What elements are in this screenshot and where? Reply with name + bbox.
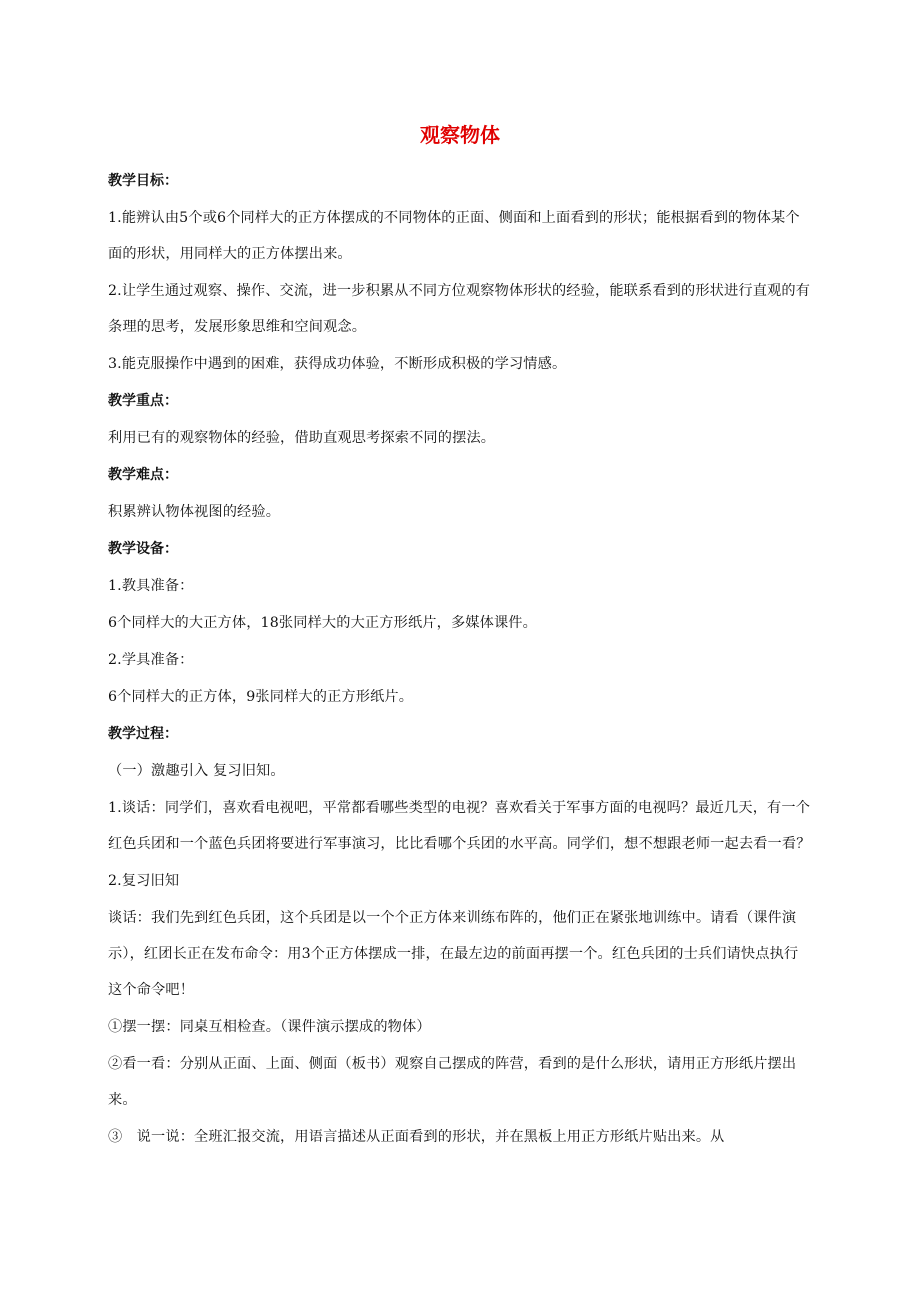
teaching-difficulty-text: 积累辨认物体视图的经验。 [108,504,281,520]
substep-1: ①摆一摆：同桌互相检查。（课件演示摆成的物体） [108,1019,431,1035]
teaching-difficulty-heading: 教学难点： [108,467,178,483]
equipment-1-text: 6个同样大的大正方体，18张同样大的大正方形纸片，多媒体课件。 [108,615,537,631]
substep-3: ③ 说一说：全班汇报交流，用语言描述从正面看到的形状，并在黑板上用正方形纸片贴出来。从 [108,1129,725,1145]
teaching-process-heading: 教学过程： [108,726,178,742]
teaching-equipment-heading: 教学设备： [108,541,178,557]
substep-2: ②看一看：分别从正面、上面、侧面（板书）观察自己摆成的阵营，看到的是什么形状，请用正方形纸片摆出来。 [108,1056,797,1108]
page-title: 观察物体 [420,123,500,147]
process-part-1: （一）激趣引入 复习旧知。 [108,763,285,779]
equipment-2-text: 6个同样大的正方体，9张同样大的正方形纸片。 [108,689,414,705]
document-page [108,118,812,1163]
equipment-1-label: 1.教具准备： [108,578,194,594]
goal-1: 1.能辨认由5个或6个同样大的正方体摆成的不同物体的正面、侧面和上面看到的形状；能根据看到的物体某个面的形状，用同样大的正方体摆出来。 [108,210,800,262]
process-step-1: 1.谈话：同学们，喜欢看电视吧，平常都看哪些类型的电视？喜欢看关于军事方面的电视吗？最近几天，有一个红色兵团和一个蓝色兵团将要进行军事演习，比比看哪个兵团的水平高。同学们，想不想跟老师一起去看一看？ [108,800,811,852]
teaching-goals-heading: 教学目标： [108,173,178,189]
teaching-key-heading: 教学重点： [108,393,178,409]
teaching-key-text: 利用已有的观察物体的经验，借助直观思考探索不同的摆法。 [108,430,496,446]
process-step-2-label: 2.复习旧知 [108,873,180,889]
process-step-2-text: 谈话：我们先到红色兵团，这个兵团是以一个个正方体来训练布阵的，他们正在紧张地训练中。请看（课件演示），红团长正在发布命令：用3个正方体摆成一排，在最左边的前面再摆一个。红色兵团的士兵们请快点执行这个命令吧！ [108,910,799,998]
goal-2: 2.让学生通过观察、操作、交流，进一步积累从不同方位观察物体形状的经验，能联系看到的形状进行直观的有条理的思考，发展形象思维和空间观念。 [108,283,811,335]
equipment-2-label: 2.学具准备： [108,652,194,668]
goal-3: 3.能克服操作中遇到的困难，获得成功体验，不断形成积极的学习情感。 [108,356,567,372]
